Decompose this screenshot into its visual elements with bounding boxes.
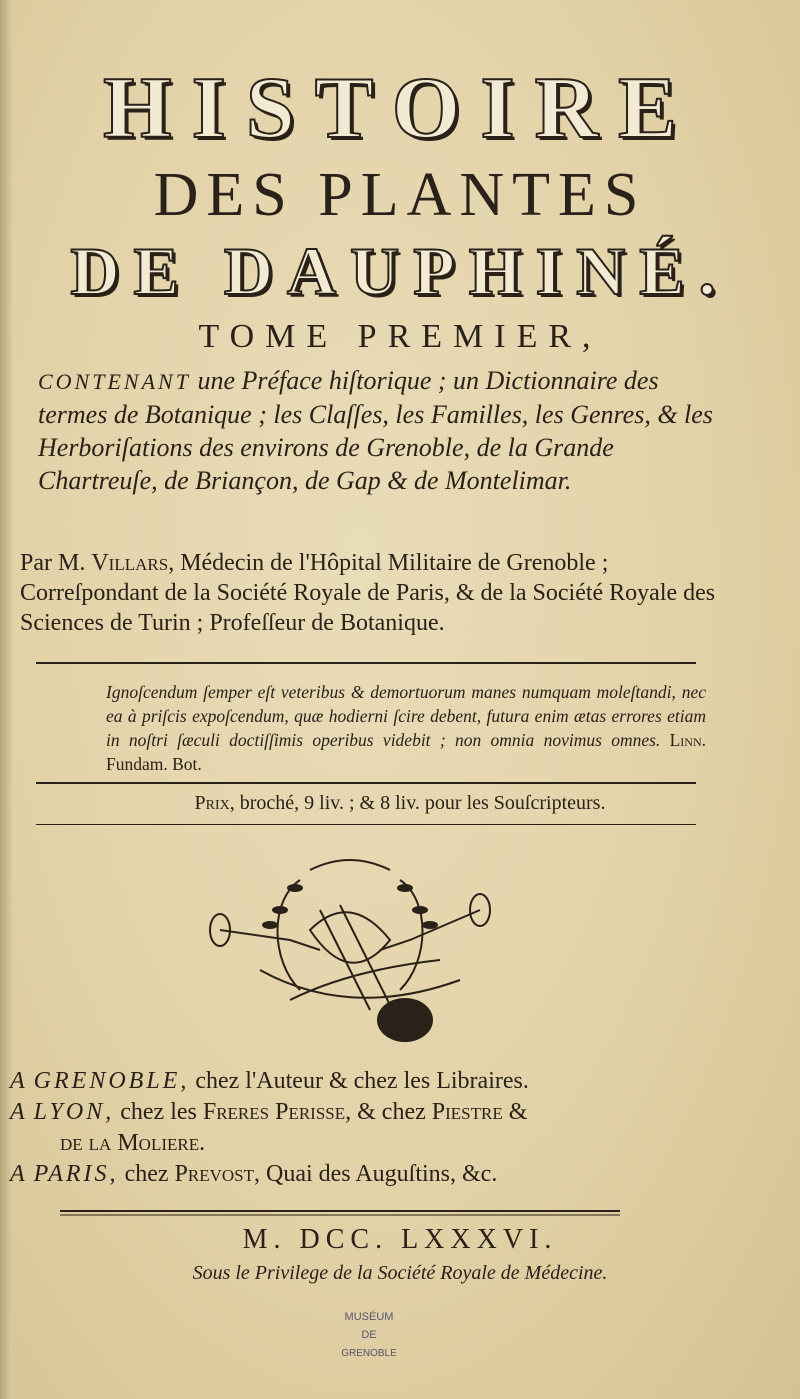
volume-label: TOME PREMIER, [198,318,602,355]
stamp-text: GRENOBLE [341,1348,397,1359]
contents-text: une Préface hiſtorique ; un Dictionnaire des termes de Botanique ; les Claſſes, les Familles, les Genres, & les Herboriſations des environs de Grenoble, de la Grande Chartreuſe, de Briançon, de Gap & de Montelimar. [38,366,713,495]
contents-description [38,364,718,497]
imprint-lyon [10,1097,730,1128]
imprint-prefix: A [10,1161,28,1187]
contents-lead: CONTENANT [38,369,191,394]
epigraph [106,680,706,776]
imprint-paris [10,1159,730,1190]
author-credentials: , Médecin de l'Hôpital Militaire de Grenoble ; Correſpondant de la Société Royale de Paris, & de la Société Royale des Sciences de Turin ; Profeſſeur de Botanique. [20,550,716,636]
publication-date: M. DCC. LXXXVI. [242,1224,558,1255]
privilege-line: Sous le Privilege de la Société Royale de Médecine. [192,1262,608,1284]
price-text: , broché, 9 liv. ; & 8 liv. pour les Souſcripteurs. [229,792,606,814]
decorative-rule [60,1208,620,1218]
title-line-3: DE DAUPHINÉ. [70,233,730,309]
imprint-text: , & chez [345,1099,426,1125]
imprint-prefix: A [10,1099,28,1125]
imprint-text: chez les [120,1099,197,1125]
stamp-text: DE [361,1329,377,1341]
imprint-text: chez l'Auteur & chez les Libraires. [195,1068,529,1094]
imprint-place: LYON, [33,1099,115,1125]
epigraph-text: Ignoſcendum ſemper eſt veteribus & demortuorum manes numquam moleſtandi, nec ea à priſcis expoſcendum, quæ hodierni ſcire debent, futura enim ætas errores etiam in noſtri ſæculi doctiſſimis operibus videbit ; non omnia novimus omnes. [106,682,706,750]
divider-rule [36,662,696,664]
imprint-names: Prevost [174,1161,254,1187]
divider-rule [36,782,696,784]
imprint-grenoble [10,1066,730,1097]
imprint-text: , Quai des Auguſtins, &c. [254,1161,498,1187]
author-prefix: Par M. [20,550,86,576]
imprint-block [10,1066,730,1190]
price-label: Prix [194,792,230,814]
imprint-prefix: A [10,1068,28,1094]
imprint-text: chez [124,1161,169,1187]
title-line-2: DES PLANTES [153,161,647,229]
divider-rule [36,824,696,825]
title-line-1: HISTOIRE [103,60,697,157]
imprint-lyon-cont [10,1128,730,1159]
imprint-names: de la Moliere. [60,1130,206,1156]
imprint-names: Piestre & [431,1099,528,1125]
stamp-text: MUSÉUM [344,1311,394,1323]
library-stamp-icon [334,1300,404,1370]
epigraph-source: Fundam. Bot. [106,754,202,774]
trophy-vignette-icon [200,850,500,1050]
imprint-place: PARIS, [33,1161,119,1187]
author-block [20,548,720,638]
price-line [0,792,800,815]
imprint-place: GRENOBLE, [33,1068,190,1094]
author-name: Villars [91,550,169,576]
epigraph-author: Linn. [669,730,707,750]
imprint-names: Freres Perisse [202,1099,346,1125]
